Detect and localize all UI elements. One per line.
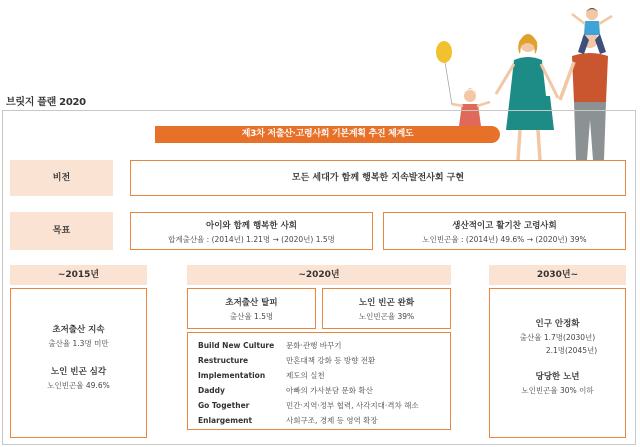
column-2015 xyxy=(10,288,147,438)
period-2030: 2030년~ xyxy=(489,265,626,285)
strategy-key: Enlargement xyxy=(198,416,253,425)
vision-text: 모든 세대가 함께 행복한 지속발전사회 구현 xyxy=(291,173,465,183)
goal-label: 목표 xyxy=(10,212,113,250)
item-title: 노인 빈곤 완화 xyxy=(358,298,415,308)
goal-box-aging xyxy=(383,212,626,250)
strategy-key: Implementation xyxy=(198,371,266,380)
strategy-row xyxy=(198,338,450,353)
strategy-value: 문화·관행 바꾸기 xyxy=(286,341,342,350)
item-subtitle: 출산율 1.7명(2030년) xyxy=(519,333,596,342)
goal-title: 생산적이고 활기찬 고령사회 xyxy=(452,221,557,231)
item-subtitle: 노인빈곤율 30% 이하 xyxy=(521,386,594,395)
item-title: 인구 안정화 xyxy=(535,319,580,329)
goal-subtitle: 합계출산율 : (2014년) 1.21명 → (2020년) 1.5명 xyxy=(168,235,335,244)
item-subtitle: 노인빈곤율 49.6% xyxy=(47,381,110,390)
strategy-value: 아빠의 가사분담 문화 확산 xyxy=(286,386,373,395)
item-subtitle: 출산율 1.5명 xyxy=(229,312,274,321)
item-title: 초저출산 탈피 xyxy=(225,298,278,308)
goal-title: 아이와 함께 행복한 사회 xyxy=(206,221,297,231)
period-2015: ~2015년 xyxy=(10,265,147,285)
diagram-banner: 제3차 저출산·고령사회 기본계획 추진 체계도 xyxy=(155,126,500,143)
bridge-strategy-box xyxy=(187,332,451,430)
item-subtitle: 출산율 1.3명 미만 xyxy=(48,339,109,348)
strategy-value: 제도의 실천 xyxy=(286,371,325,380)
box-2020-poverty xyxy=(322,288,451,329)
strategy-row xyxy=(198,383,450,398)
column-2030 xyxy=(489,288,626,438)
item-subtitle: 2.1명(2045년) xyxy=(545,346,598,355)
strategy-row xyxy=(198,368,450,383)
strategy-value: 사회구조, 경제 등 영역 확장 xyxy=(286,416,378,425)
strategy-value: 만혼대책 강화 등 방향 전환 xyxy=(286,356,376,365)
period-2020: ~2020년 xyxy=(187,265,451,285)
item-subtitle: 노인빈곤율 39% xyxy=(358,312,415,321)
strategy-key: Build New Culture xyxy=(198,341,275,350)
strategy-key: Restructure xyxy=(198,356,249,365)
item-title: 당당한 노년 xyxy=(535,372,580,382)
goal-box-births xyxy=(130,212,373,250)
strategy-key: Daddy xyxy=(198,386,225,395)
strategy-row xyxy=(198,398,450,413)
page-title: 브릿지 플랜 2020 xyxy=(6,97,86,108)
item-title: 노인 빈곤 심각 xyxy=(50,367,107,377)
strategy-key: Go Together xyxy=(198,401,250,410)
vision-label: 비전 xyxy=(10,160,113,196)
box-2020-births xyxy=(187,288,316,329)
item-title: 초저출산 지속 xyxy=(52,325,105,335)
strategy-value: 민간·지역·정부 협력, 사각지대·격차 해소 xyxy=(286,401,419,410)
vision-box xyxy=(130,160,626,196)
goal-subtitle: 노인빈곤율 : (2014년) 49.6% → (2020년) 39% xyxy=(422,235,587,244)
strategy-row xyxy=(198,413,450,428)
strategy-row xyxy=(198,353,450,368)
